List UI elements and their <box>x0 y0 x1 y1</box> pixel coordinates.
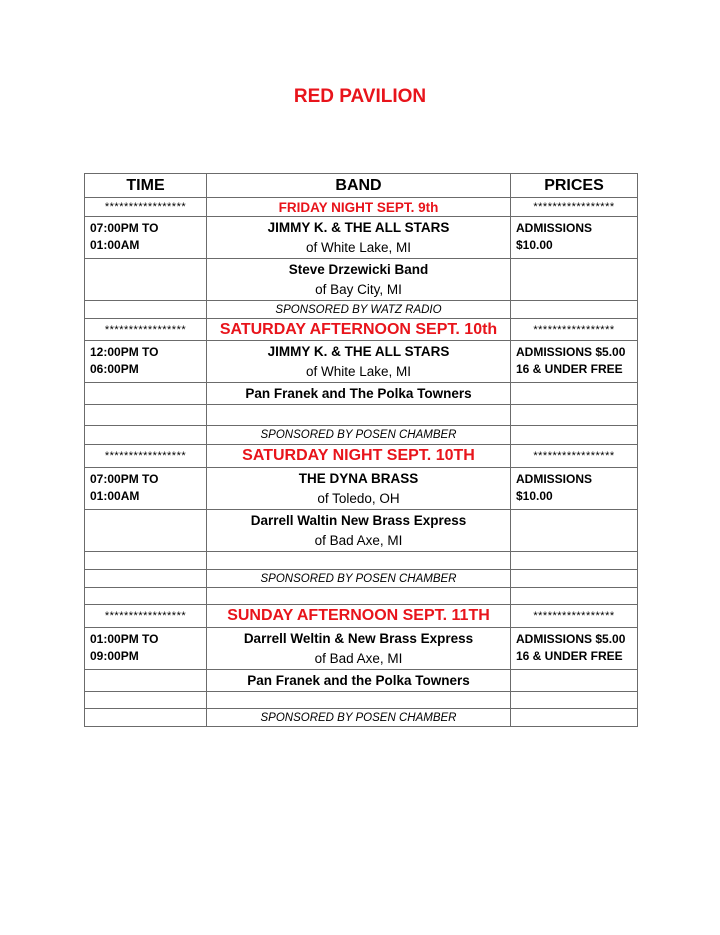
price-cell <box>511 468 638 510</box>
price-line: ADMISSIONS <box>516 221 593 235</box>
price-cell <box>511 628 638 670</box>
time-start: 07:00PM TO <box>90 472 159 486</box>
band-cell <box>207 383 511 405</box>
band-name: JIMMY K. & THE ALL STARS <box>267 344 450 359</box>
band-location: of Bay City, MI <box>315 282 402 297</box>
band-name: Darrell Waltin New Brass Express <box>250 513 467 528</box>
band-cell <box>207 628 511 670</box>
table-row <box>85 259 638 301</box>
band-location: of Bad Axe, MI <box>314 533 403 548</box>
band-name: Darrell Weltin & New Brass Express <box>243 631 474 646</box>
header-band: BAND <box>207 174 511 198</box>
table-row <box>85 468 638 510</box>
band-location: of White Lake, MI <box>305 364 412 379</box>
band-cell <box>207 468 511 510</box>
stars-divider: ***************** <box>85 445 207 468</box>
time-end: 06:00PM <box>90 362 139 376</box>
price-cell <box>511 341 638 383</box>
band-cell <box>207 341 511 383</box>
band-location: of Bad Axe, MI <box>314 651 403 666</box>
table-row <box>85 217 638 259</box>
time-cell <box>85 217 207 259</box>
day-row-saturday-night <box>85 445 638 468</box>
time-start: 12:00PM TO <box>90 345 159 359</box>
day-heading-friday: FRIDAY NIGHT SEPT. 9th <box>207 198 511 217</box>
table-row <box>85 670 638 692</box>
schedule-table <box>84 173 638 727</box>
day-heading-saturday-night: SATURDAY NIGHT SEPT. 10TH <box>207 445 511 468</box>
sponsor-text: SPONSORED BY POSEN CHAMBER <box>207 570 511 588</box>
empty-row <box>85 405 638 426</box>
band-cell <box>207 217 511 259</box>
sponsor-row <box>85 570 638 588</box>
sponsor-row <box>85 426 638 445</box>
time-cell <box>85 468 207 510</box>
empty-row <box>85 588 638 605</box>
day-row-sunday <box>85 605 638 628</box>
band-location: of White Lake, MI <box>305 240 412 255</box>
time-end: 01:00AM <box>90 489 140 503</box>
time-start: 01:00PM TO <box>90 632 159 646</box>
stars-divider: ***************** <box>85 198 207 217</box>
table-row <box>85 628 638 670</box>
stars-divider: ***************** <box>511 319 638 341</box>
stars-divider: ***************** <box>85 319 207 341</box>
price-line: 16 & UNDER FREE <box>516 649 623 663</box>
empty-row <box>85 552 638 570</box>
band-name: Steve Drzewicki Band <box>288 262 429 277</box>
sponsor-text: SPONSORED BY POSEN CHAMBER <box>207 426 511 445</box>
sponsor-text: SPONSORED BY WATZ RADIO <box>207 301 511 319</box>
header-row <box>85 174 638 198</box>
sponsor-row <box>85 301 638 319</box>
day-heading-sunday: SUNDAY AFTERNOON SEPT. 11TH <box>207 605 511 628</box>
price-line: $10.00 <box>516 238 553 252</box>
time-end: 01:00AM <box>90 238 140 252</box>
sponsor-text: SPONSORED BY POSEN CHAMBER <box>207 709 511 727</box>
table-row <box>85 341 638 383</box>
day-row-saturday-afternoon <box>85 319 638 341</box>
time-end: 09:00PM <box>90 649 139 663</box>
price-line: $10.00 <box>516 489 553 503</box>
band-name: Pan Franek and The Polka Towners <box>245 386 472 401</box>
stars-divider: ***************** <box>511 198 638 217</box>
time-start: 07:00PM TO <box>90 221 159 235</box>
header-prices: PRICES <box>511 174 638 198</box>
stars-divider: ***************** <box>511 605 638 628</box>
band-cell <box>207 510 511 552</box>
day-heading-saturday-afternoon: SATURDAY AFTERNOON SEPT. 10th <box>207 319 511 341</box>
price-line: ADMISSIONS $5.00 <box>516 345 626 359</box>
band-name: JIMMY K. & THE ALL STARS <box>267 220 450 235</box>
page-title: RED PAVILION <box>293 86 427 107</box>
band-cell <box>207 670 511 692</box>
empty-row <box>85 692 638 709</box>
price-cell <box>511 217 638 259</box>
day-row-friday <box>85 198 638 217</box>
band-name: THE DYNA BRASS <box>298 471 419 486</box>
stars-divider: ***************** <box>85 605 207 628</box>
price-line: ADMISSIONS $5.00 <box>516 632 626 646</box>
band-location: of Toledo, OH <box>317 491 400 506</box>
stars-divider: ***************** <box>511 445 638 468</box>
price-line: 16 & UNDER FREE <box>516 362 623 376</box>
band-cell <box>207 259 511 301</box>
time-cell <box>85 628 207 670</box>
table-row <box>85 383 638 405</box>
time-cell <box>85 341 207 383</box>
sponsor-row <box>85 709 638 727</box>
price-line: ADMISSIONS <box>516 472 593 486</box>
header-time: TIME <box>85 174 207 198</box>
band-name: Pan Franek and the Polka Towners <box>247 673 470 688</box>
table-row <box>85 510 638 552</box>
